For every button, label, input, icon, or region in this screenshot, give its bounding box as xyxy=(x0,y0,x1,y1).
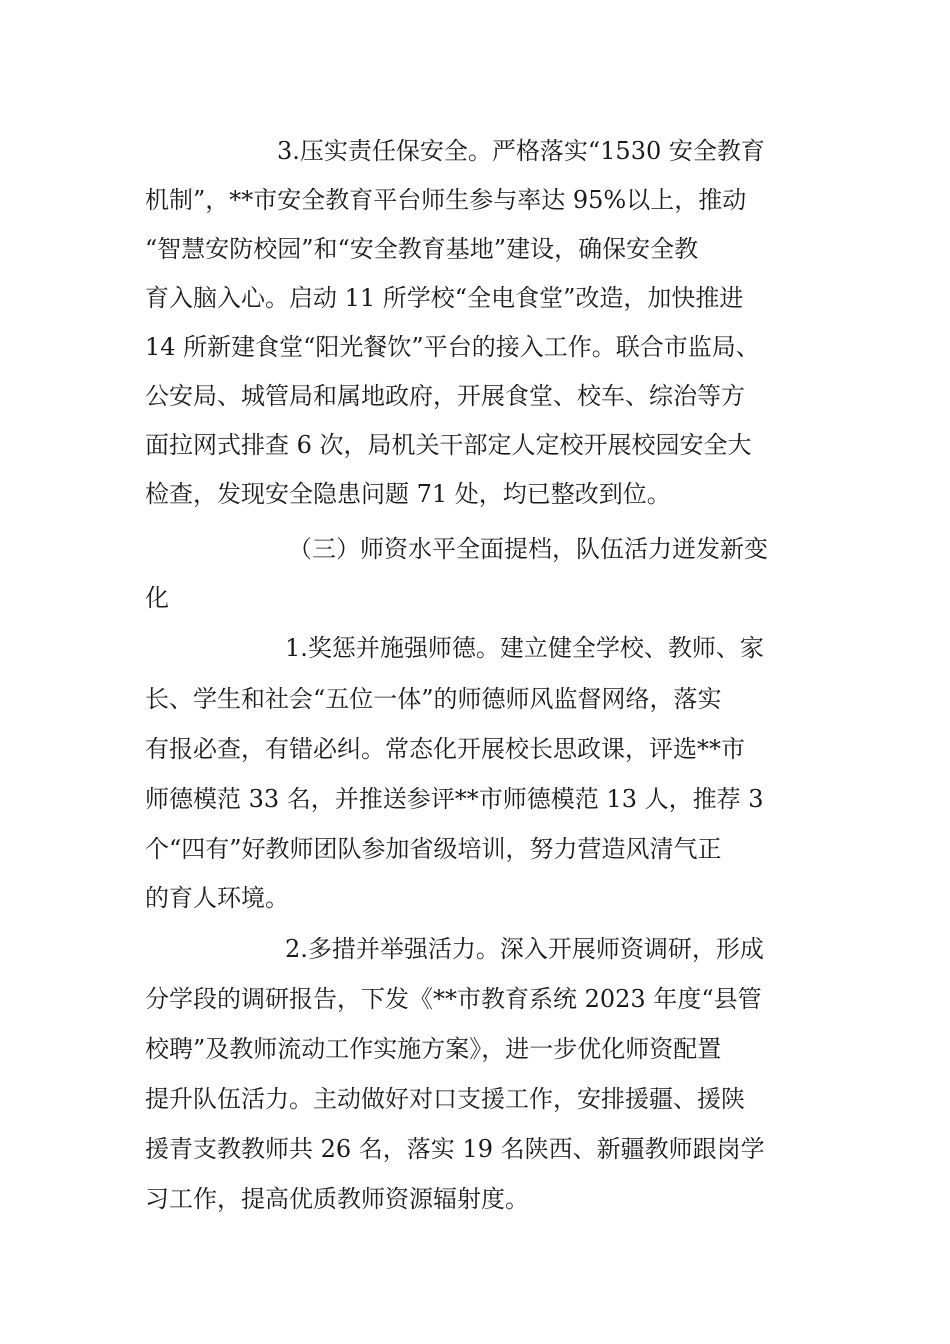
paragraph-line: 长、学生和社会“五位一体”的师德师风监督网络，落实 xyxy=(145,685,722,713)
paragraph-line: 2.多措并举强活力。深入开展师资调研，形成 xyxy=(285,935,764,963)
paragraph-line: 检查，发现安全隐患问题 71 处，均已整改到位。 xyxy=(145,480,671,508)
paragraph-line: 分学段的调研报告，下发《**市教育系统 2023 年度“县管 xyxy=(145,985,762,1013)
paragraph-line: 面拉网式排查 6 次，局机关干部定人定校开展校园安全大 xyxy=(145,431,752,459)
paragraph-line: 机制”，**市安全教育平台师生参与率达 95%以上，推动 xyxy=(145,186,747,214)
section-heading: （三）师资水平全面提档，队伍活力迸发新变 xyxy=(288,535,768,563)
paragraph-line: 14 所新建食堂“阳光餐饮”平台的接入工作。联合市监局、 xyxy=(145,333,760,361)
paragraph-line: 习工作，提高优质教师资源辐射度。 xyxy=(145,1185,529,1213)
paragraph-line: 援青支教教师共 26 名，落实 19 名陕西、新疆教师跟岗学 xyxy=(145,1135,765,1163)
paragraph-line: “智慧安防校园”和“安全教育基地”建设，确保安全教 xyxy=(145,235,699,263)
paragraph-line: 校聘”及教师流动工作实施方案》，进一步优化师资配置 xyxy=(145,1035,722,1063)
paragraph-line: 育入脑入心。启动 11 所学校“全电食堂”改造，加快推进 xyxy=(145,284,744,312)
paragraph-line: 的育人环境。 xyxy=(145,884,289,912)
paragraph-line: 有报必查，有错必纠。常态化开展校长思政课，评选**市 xyxy=(145,735,745,763)
paragraph-line: 个“四有”好教师团队参加省级培训，努力营造风清气正 xyxy=(145,835,722,863)
section-heading: 化 xyxy=(145,584,169,612)
paragraph-line: 提升队伍活力。主动做好对口支援工作，安排援疆、援陕 xyxy=(145,1085,745,1113)
paragraph-line: 师德模范 33 名，并推送参评**市师德模范 13 人，推荐 3 xyxy=(145,785,764,813)
paragraph-line: 3.压实责任保安全。严格落实“1530 安全教育 xyxy=(277,137,765,165)
paragraph-line: 1.奖惩并施强师德。建立健全学校、教师、家 xyxy=(285,634,764,662)
paragraph-line: 公安局、城管局和属地政府，开展食堂、校车、综治等方 xyxy=(145,382,745,410)
